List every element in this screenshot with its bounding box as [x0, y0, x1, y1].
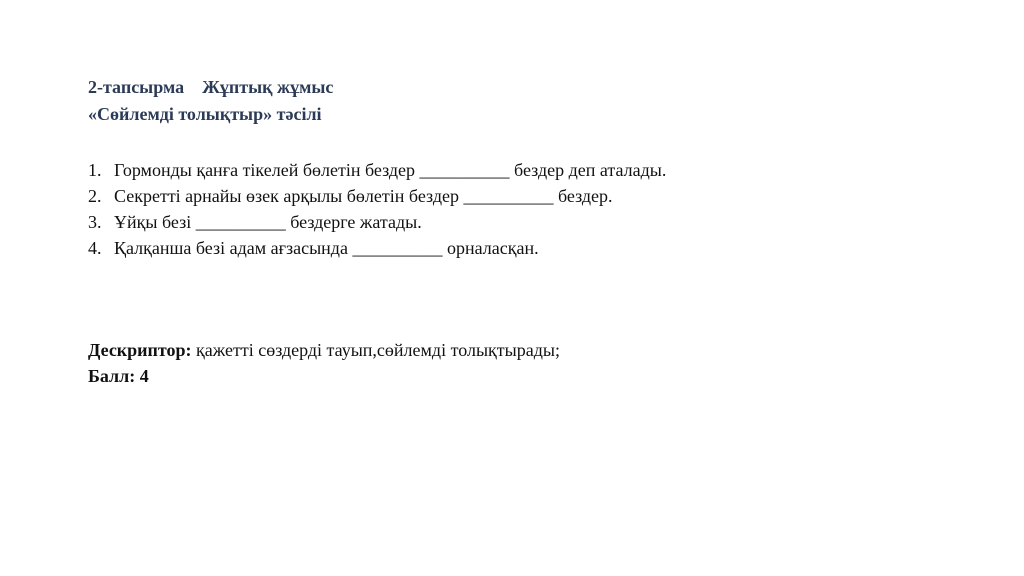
item-number: 4. — [88, 238, 102, 258]
descriptor-text: қажетті сөздерді тауып,сөйлемді толықтырады; — [191, 340, 560, 360]
item-text: бездер. — [553, 186, 613, 206]
score — [88, 363, 560, 389]
item-text: бездерге жатады. — [285, 212, 422, 232]
item-number: 1. — [88, 160, 102, 180]
task-mode: Жұптық жұмыс — [202, 77, 334, 97]
blank: __________ — [195, 212, 286, 232]
list-item — [88, 235, 666, 261]
method-heading: «Сөйлемді толықтыр» тәсілі — [88, 104, 322, 124]
list-item — [88, 209, 666, 235]
item-text: бездер деп аталады. — [509, 160, 667, 180]
item-text: Гормонды қанға тікелей бөлетін бездер — [114, 160, 420, 180]
task-heading — [88, 77, 333, 98]
item-number: 2. — [88, 186, 102, 206]
descriptor-label: Дескриптор: — [88, 340, 192, 360]
descriptor — [88, 337, 560, 363]
item-text: Ұйқы безі — [114, 212, 196, 232]
descriptor-block — [88, 337, 560, 389]
score-label: Балл: 4 — [88, 366, 149, 386]
item-text: орналасқан. — [442, 238, 539, 258]
blank: __________ — [352, 238, 443, 258]
sentence-list — [88, 157, 666, 261]
item-number: 3. — [88, 212, 102, 232]
item-text: Секретті арнайы өзек арқылы бөлетін бездер — [114, 186, 464, 206]
item-text: Қалқанша безі адам ағзасында — [114, 238, 353, 258]
list-item — [88, 183, 666, 209]
task-number: 2-тапсырма — [88, 77, 185, 97]
blank: __________ — [463, 186, 554, 206]
blank: __________ — [419, 160, 510, 180]
list-item — [88, 157, 666, 183]
